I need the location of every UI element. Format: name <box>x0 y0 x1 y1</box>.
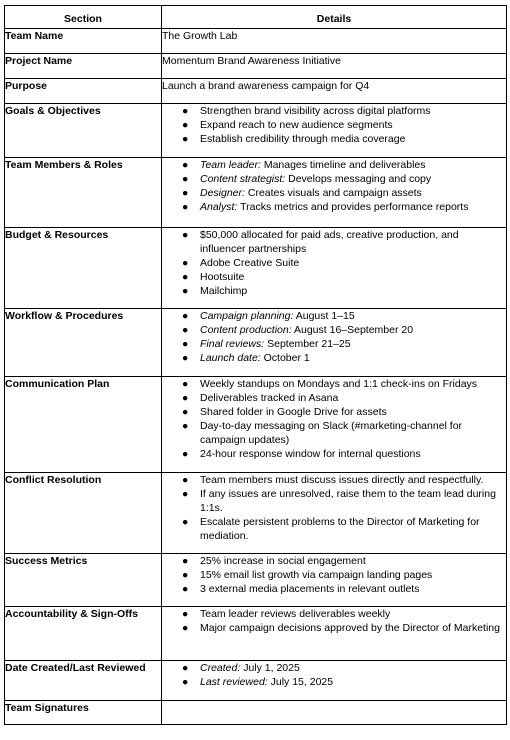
item-text: If any issues are unresolved, raise them to the team lead during 1:1s. <box>200 488 496 514</box>
section-label: Communication Plan <box>5 377 162 473</box>
phase-label: Content production: <box>200 324 292 336</box>
item-text: Expand reach to new audience segments <box>200 119 393 131</box>
list-item <box>162 158 506 172</box>
list-item <box>162 200 506 214</box>
bullet-list <box>162 607 506 635</box>
section-label: Workflow & Procedures <box>5 309 162 377</box>
table-row <box>5 701 507 725</box>
item-text: Manages timeline and deliverables <box>260 159 426 171</box>
table-row <box>5 104 507 158</box>
item-text: 24-hour response window for internal questions <box>200 448 421 460</box>
date-label: Created: <box>200 662 241 674</box>
list-item <box>162 675 506 689</box>
bullet-icon: ● <box>182 105 189 117</box>
bullet-icon: ● <box>182 352 189 364</box>
list-item <box>162 351 506 365</box>
list-item <box>162 323 506 337</box>
list-item <box>162 228 506 256</box>
bullet-icon: ● <box>182 420 189 432</box>
details-cell <box>162 158 507 228</box>
bullet-icon: ● <box>182 187 189 199</box>
table-row <box>5 554 507 607</box>
bullet-list <box>162 104 506 146</box>
list-item <box>162 554 506 568</box>
list-item <box>162 621 506 635</box>
bullet-icon: ● <box>182 555 189 567</box>
list-item <box>162 284 506 298</box>
section-label: Date Created/Last Reviewed <box>5 661 162 701</box>
table-row <box>5 54 507 79</box>
list-item <box>162 270 506 284</box>
phase-label: Final reviews: <box>200 338 265 350</box>
phase-label: Campaign planning: <box>200 310 294 322</box>
item-text: July 1, 2025 <box>240 662 300 674</box>
list-item <box>162 405 506 419</box>
bullet-icon: ● <box>182 676 189 688</box>
item-text: October 1 <box>260 352 310 364</box>
item-text: Deliverables tracked in Asana <box>200 392 339 404</box>
item-text: Establish credibility through media coverage <box>200 133 406 145</box>
bullet-list <box>162 473 506 543</box>
item-text: Strengthen brand visibility across digital platforms <box>200 105 431 117</box>
bullet-list <box>162 309 506 365</box>
header-row <box>5 6 507 29</box>
bullet-icon: ● <box>182 569 189 581</box>
section-label: Team Signatures <box>5 701 162 725</box>
details-cell <box>162 607 507 661</box>
list-item <box>162 447 506 461</box>
item-text: Mailchimp <box>200 285 248 297</box>
item-text: Creates visuals and campaign assets <box>244 187 422 199</box>
details-cell <box>162 661 507 701</box>
bullet-list <box>162 554 506 596</box>
bullet-icon: ● <box>182 201 189 213</box>
bullet-icon: ● <box>182 338 189 350</box>
role-label: Designer: <box>200 187 245 199</box>
bullet-icon: ● <box>182 662 189 674</box>
details-cell <box>162 228 507 309</box>
item-text: 15% email list growth via campaign landing pages <box>200 569 433 581</box>
details-cell <box>162 309 507 377</box>
item-text: Shared folder in Google Drive for assets <box>200 406 387 418</box>
role-label: Content strategist: <box>200 173 286 185</box>
signatures-field <box>162 701 507 725</box>
bullet-icon: ● <box>182 229 189 241</box>
section-label: Budget & Resources <box>5 228 162 309</box>
bullet-icon: ● <box>182 271 189 283</box>
item-text: August 1–15 <box>293 310 355 322</box>
team-charter-table <box>4 5 507 725</box>
item-text: July 15, 2025 <box>267 676 334 688</box>
item-text: Adobe Creative Suite <box>200 257 300 269</box>
item-text: $50,000 allocated for paid ads, creative production, and influencer partnerships <box>200 229 459 255</box>
list-item <box>162 118 506 132</box>
bullet-icon: ● <box>182 133 189 145</box>
item-text: 3 external media placements in relevant outlets <box>200 583 420 595</box>
item-text: Tracks metrics and provides performance reports <box>237 201 469 213</box>
bullet-list <box>162 158 506 214</box>
item-text: Day-to-day messaging on Slack (#marketing-channel for campaign updates) <box>200 420 463 446</box>
phase-label: Launch date: <box>200 352 261 364</box>
details-cell <box>162 473 507 554</box>
bullet-icon: ● <box>182 608 189 620</box>
section-label: Accountability & Sign-Offs <box>5 607 162 661</box>
date-label: Last reviewed: <box>200 676 268 688</box>
item-text: August 16–September 20 <box>291 324 414 336</box>
table-row <box>5 29 507 54</box>
list-item <box>162 607 506 621</box>
bullet-icon: ● <box>182 119 189 131</box>
item-text: 25% increase in social engagement <box>200 555 366 567</box>
list-item <box>162 487 506 515</box>
section-label: Team Members & Roles <box>5 158 162 228</box>
list-item <box>162 568 506 582</box>
list-item <box>162 391 506 405</box>
table-row <box>5 377 507 473</box>
section-label: Goals & Objectives <box>5 104 162 158</box>
bullet-icon: ● <box>182 392 189 404</box>
bullet-list <box>162 377 506 461</box>
table-row <box>5 309 507 377</box>
role-label: Analyst: <box>200 201 238 213</box>
item-text: Major campaign decisions approved by the Director of Marketing <box>200 622 500 634</box>
item-text: Team members must discuss issues directly and respectfully. <box>200 474 484 486</box>
list-item <box>162 473 506 487</box>
list-item <box>162 377 506 391</box>
section-label: Purpose <box>5 79 162 104</box>
bullet-list <box>162 228 506 298</box>
list-item <box>162 309 506 323</box>
item-text: Develops messaging and copy <box>285 173 432 185</box>
section-label: Team Name <box>5 29 162 54</box>
details-text: Momentum Brand Awareness Initiative <box>162 54 507 79</box>
bullet-icon: ● <box>182 488 189 500</box>
details-text: The Growth Lab <box>162 29 507 54</box>
table-row <box>5 158 507 228</box>
bullet-icon: ● <box>182 583 189 595</box>
bullet-icon: ● <box>182 324 189 336</box>
item-text: Team leader reviews deliverables weekly <box>200 608 391 620</box>
section-column-header: Section <box>5 6 162 29</box>
list-item <box>162 186 506 200</box>
section-label: Success Metrics <box>5 554 162 607</box>
bullet-icon: ● <box>182 173 189 185</box>
bullet-icon: ● <box>182 516 189 528</box>
item-text: Weekly standups on Mondays and 1:1 check-ins on Fridays <box>200 378 478 390</box>
bullet-icon: ● <box>182 474 189 486</box>
list-item <box>162 582 506 596</box>
list-item <box>162 515 506 543</box>
details-cell <box>162 104 507 158</box>
bullet-icon: ● <box>182 622 189 634</box>
list-item <box>162 661 506 675</box>
section-label: Conflict Resolution <box>5 473 162 554</box>
table-row <box>5 228 507 309</box>
table-row <box>5 473 507 554</box>
table-row <box>5 79 507 104</box>
bullet-list <box>162 661 506 689</box>
list-item <box>162 419 506 447</box>
list-item <box>162 104 506 118</box>
list-item <box>162 172 506 186</box>
table-row <box>5 607 507 661</box>
list-item <box>162 337 506 351</box>
details-column-header: Details <box>162 6 507 29</box>
details-cell <box>162 377 507 473</box>
details-text: Launch a brand awareness campaign for Q4 <box>162 79 507 104</box>
bullet-icon: ● <box>182 406 189 418</box>
table-row <box>5 661 507 701</box>
bullet-icon: ● <box>182 257 189 269</box>
bullet-icon: ● <box>182 285 189 297</box>
section-label: Project Name <box>5 54 162 79</box>
bullet-icon: ● <box>182 159 189 171</box>
item-text: Escalate persistent problems to the Director of Marketing for mediation. <box>200 516 480 542</box>
bullet-icon: ● <box>182 448 189 460</box>
item-text: Hootsuite <box>200 271 245 283</box>
list-item <box>162 256 506 270</box>
list-item <box>162 132 506 146</box>
item-text: September 21–25 <box>264 338 351 350</box>
bullet-icon: ● <box>182 310 189 322</box>
bullet-icon: ● <box>182 378 189 390</box>
role-label: Team leader: <box>200 159 261 171</box>
details-cell <box>162 554 507 607</box>
